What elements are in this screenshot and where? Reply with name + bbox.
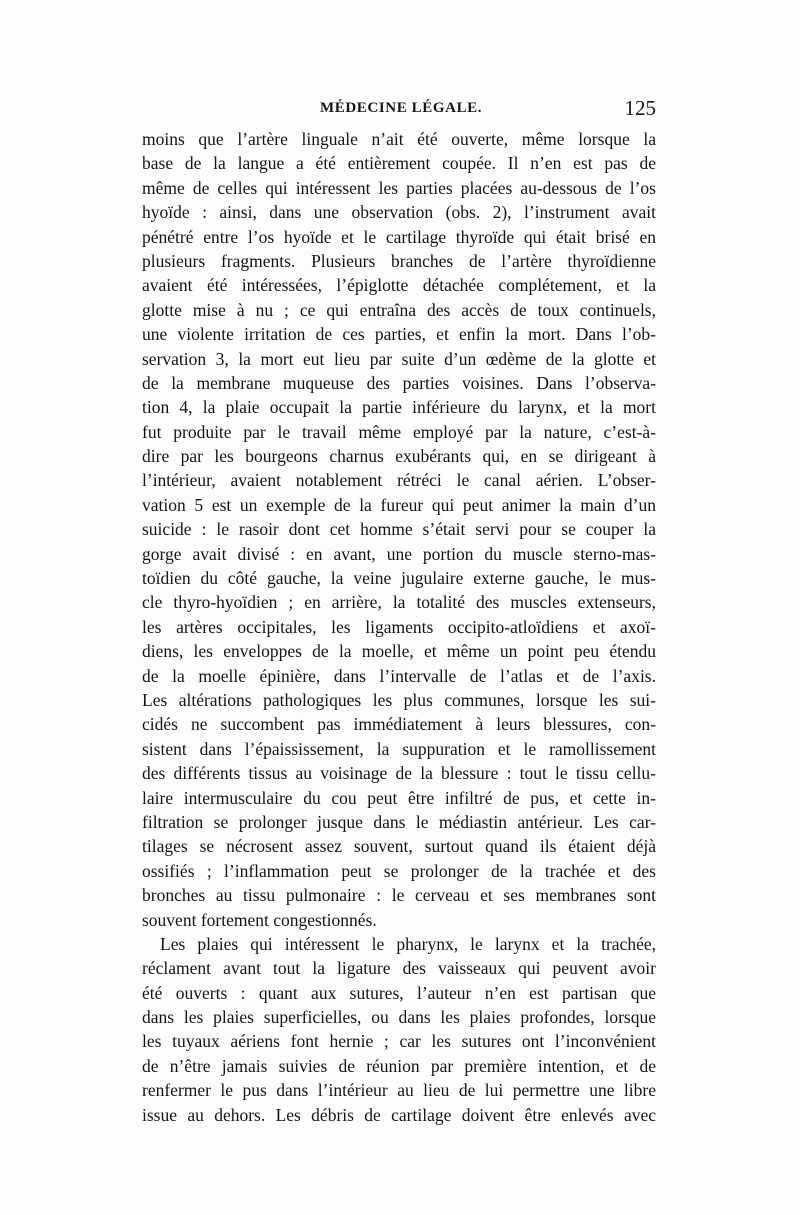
text-line: bronches au tissu pulmonaire : le cerveau et ses membranes sont [142,885,656,906]
text-line: les artères occipitales, les ligaments occipito-atloïdiens et axoï- [142,616,656,637]
text-line: sistent dans l’épaississement, la suppuration et le ramollissement [142,738,656,759]
page-number: 125 [624,96,656,120]
text-line: souvent fortement congestionnés. [142,909,377,930]
body-text [142,127,656,1127]
text-line: toïdien du côté gauche, la veine jugulaire externe gauche, le mus- [142,568,656,589]
text-line: une violente irritation de ces parties, et enfin la mort. Dans l’ob- [142,324,656,345]
text-line: les tuyaux aériens font hernie ; car les sutures ont l’inconvénient [142,1031,656,1052]
text-line: des différents tissus au voisinage de la blessure : tout le tissu cellu- [142,763,656,784]
text-line: cle thyro-hyoïdien ; en arrière, la totalité des muscles extenseurs, [142,592,656,613]
text-line: Les altérations pathologiques les plus communes, lorsque les sui- [142,689,656,710]
text-line: même de celles qui intéressent les parties placées au-dessous de l’os [142,177,656,198]
text-line: de la moelle épinière, dans l’intervalle de l’atlas et de l’axis. [142,665,656,686]
text-line: ossifiés ; l’inflammation peut se prolonger de la trachée et des [142,860,656,881]
text-line: pénétré entre l’os hyoïde et le cartilage thyroïde qui était brisé en [142,226,656,247]
text-line: gorge avait divisé : en avant, une portion du muscle sterno-mas- [142,543,656,564]
text-line: tion 4, la plaie occupait la partie inférieure du larynx, et la mort [142,397,656,418]
text-line: plusieurs fragments. Plusieurs branches de l’artère thyroïdienne [142,250,656,271]
text-line: avaient été intéressées, l’épiglotte détachée complétement, et la [142,275,656,296]
text-line: de la membrane muqueuse des parties voisines. Dans l’observa- [142,372,656,393]
text-line: cidés ne succombent pas immédiatement à leurs blessures, con- [142,714,656,735]
text-line: filtration se prolonger jusque dans le médiastin antérieur. Les car- [142,811,656,832]
text-line: laire intermusculaire du cou peut être infiltré de pus, et cette in- [142,787,656,808]
text-line: de n’être jamais suivies de réunion par première intention, et de [142,1055,656,1076]
text-line: diens, les enveloppes de la moelle, et même un point peu étendu [142,641,656,662]
text-line: réclament avant tout la ligature des vaisseaux qui peuvent avoir [142,958,656,979]
text-line: tilages se nécrosent assez souvent, surtout quand ils étaient déjà [142,836,656,857]
text-line: hyoïde : ainsi, dans une observation (obs. 2), l’instrument avait [142,202,656,223]
running-title: MÉDECINE LÉGALE. [320,100,483,116]
text-line: fut produite par le travail même employé par la nature, c’est-à- [142,421,656,442]
text-line: base de la langue a été entièrement coupée. Il n’en est pas de [142,153,656,174]
text-line: dire par les bourgeons charnus exubérants qui, en se dirigeant à [142,446,656,467]
text-line: dans les plaies superficielles, ou dans les plaies profondes, lorsque [142,1007,656,1028]
page-header [142,96,656,122]
text-line: suicide : le rasoir dont cet homme s’était servi pour se couper la [142,519,656,540]
text-line: Les plaies qui intéressent le pharynx, le larynx et la trachée, [160,933,656,954]
text-line: été ouverts : quant aux sutures, l’auteur n’en est partisan que [142,982,656,1003]
text-line: servation 3, la mort eut lieu par suite d’un œdème de la glotte et [142,348,656,369]
text-line: moins que l’artère linguale n’ait été ouverte, même lorsque la [142,129,656,149]
text-line: l’intérieur, avaient notablement rétréci le canal aérien. L’obser- [142,470,656,491]
text-line: glotte mise à nu ; ce qui entraîna des accès de toux continuels, [142,299,656,320]
text-line: renfermer le pus dans l’intérieur au lieu de lui permettre une libre [142,1080,656,1101]
text-line: vation 5 est un exemple de la fureur qui peut animer la main d’un [142,494,656,515]
text-line: issue au dehors. Les débris de cartilage doivent être enlevés avec [142,1104,656,1125]
